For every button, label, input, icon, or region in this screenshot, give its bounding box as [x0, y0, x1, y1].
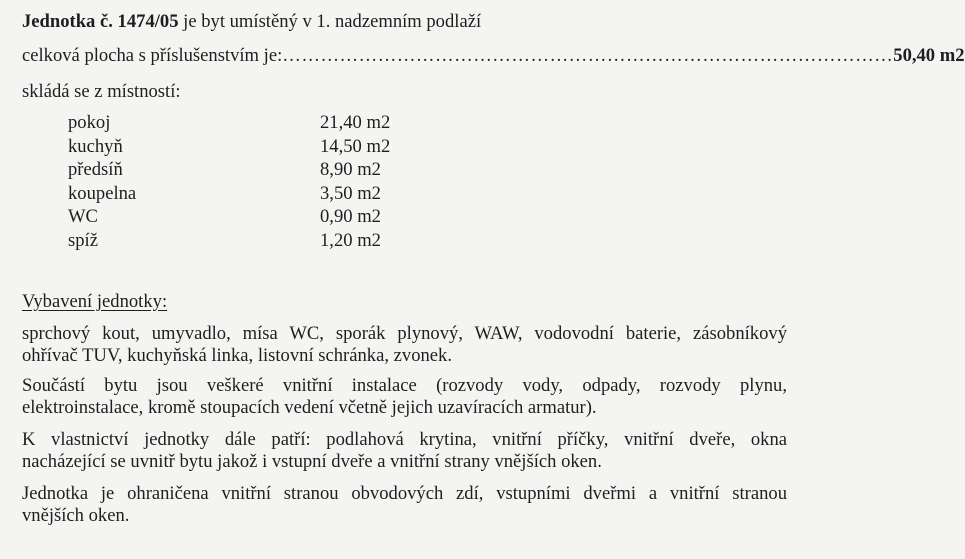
ownership-paragraph	[22, 429, 787, 473]
room-name: koupelna	[68, 182, 137, 204]
room-row	[68, 111, 390, 135]
equipment-paragraph	[22, 323, 787, 367]
room-name: WC	[68, 206, 98, 228]
room-row	[68, 158, 390, 182]
unit-number: Jednotka č. 1474/05	[22, 11, 179, 32]
room-name: spíž	[68, 229, 98, 251]
room-name: pokoj	[68, 112, 111, 133]
room-row	[68, 205, 390, 229]
paragraph-line: elektroinstalace, kromě stoupacích vedení včetně jejich uzavíracích armatur).	[22, 397, 597, 418]
equipment-heading: Vybavení jednotky:	[22, 291, 168, 312]
total-area-label: celková plocha s příslušenstvím je:	[22, 45, 283, 66]
total-area-value: 50,40 m2	[893, 45, 965, 66]
unit-title-line	[22, 11, 481, 33]
installations-paragraph	[22, 375, 787, 419]
paragraph-line: Jednotka je ohraničena vnitřní stranou obvodových zdí, vstupními dveřmi a vnitřní stranou	[22, 483, 787, 504]
room-area: 14,50 m2	[320, 135, 391, 157]
room-area: 3,50 m2	[320, 182, 381, 204]
room-row	[68, 229, 390, 253]
paragraph-line: K vlastnictví jednotky dále patří: podlahová krytina, vnitřní příčky, vnitřní dveře, okna	[22, 429, 787, 450]
rooms-table	[68, 111, 390, 253]
rooms-label: skládá se z místností:	[22, 81, 181, 102]
room-area: 1,20 m2	[320, 229, 381, 251]
paragraph-line: sprchový kout, umyvadlo, mísa WC, sporák plynový, WAW, vodovodní baterie, zásobníkový	[22, 323, 787, 344]
room-area: 0,90 m2	[320, 206, 381, 228]
room-name: předsíň	[68, 159, 123, 181]
leader-dots: ……………………………………………………………………………………	[282, 45, 894, 66]
paragraph-line: Součástí bytu jsou veškeré vnitřní instalace (rozvody vody, odpady, rozvody plynu,	[22, 375, 787, 396]
total-area-line	[22, 45, 965, 67]
room-area: 21,40 m2	[320, 112, 391, 133]
room-area: 8,90 m2	[320, 159, 381, 181]
unit-location: je byt umístěný v 1. nadzemním podlaží	[178, 11, 482, 32]
room-row	[68, 135, 390, 159]
boundary-paragraph	[22, 483, 787, 527]
paragraph-line: ohřívač TUV, kuchyňská linka, listovní schránka, zvonek.	[22, 345, 452, 366]
room-row	[68, 182, 390, 206]
paragraph-line: nacházející se uvnitř bytu jakož i vstupní dveře a vnitřní strany vnějších oken.	[22, 451, 602, 472]
paragraph-line: vnějších oken.	[22, 505, 130, 526]
room-name: kuchyň	[68, 135, 123, 157]
